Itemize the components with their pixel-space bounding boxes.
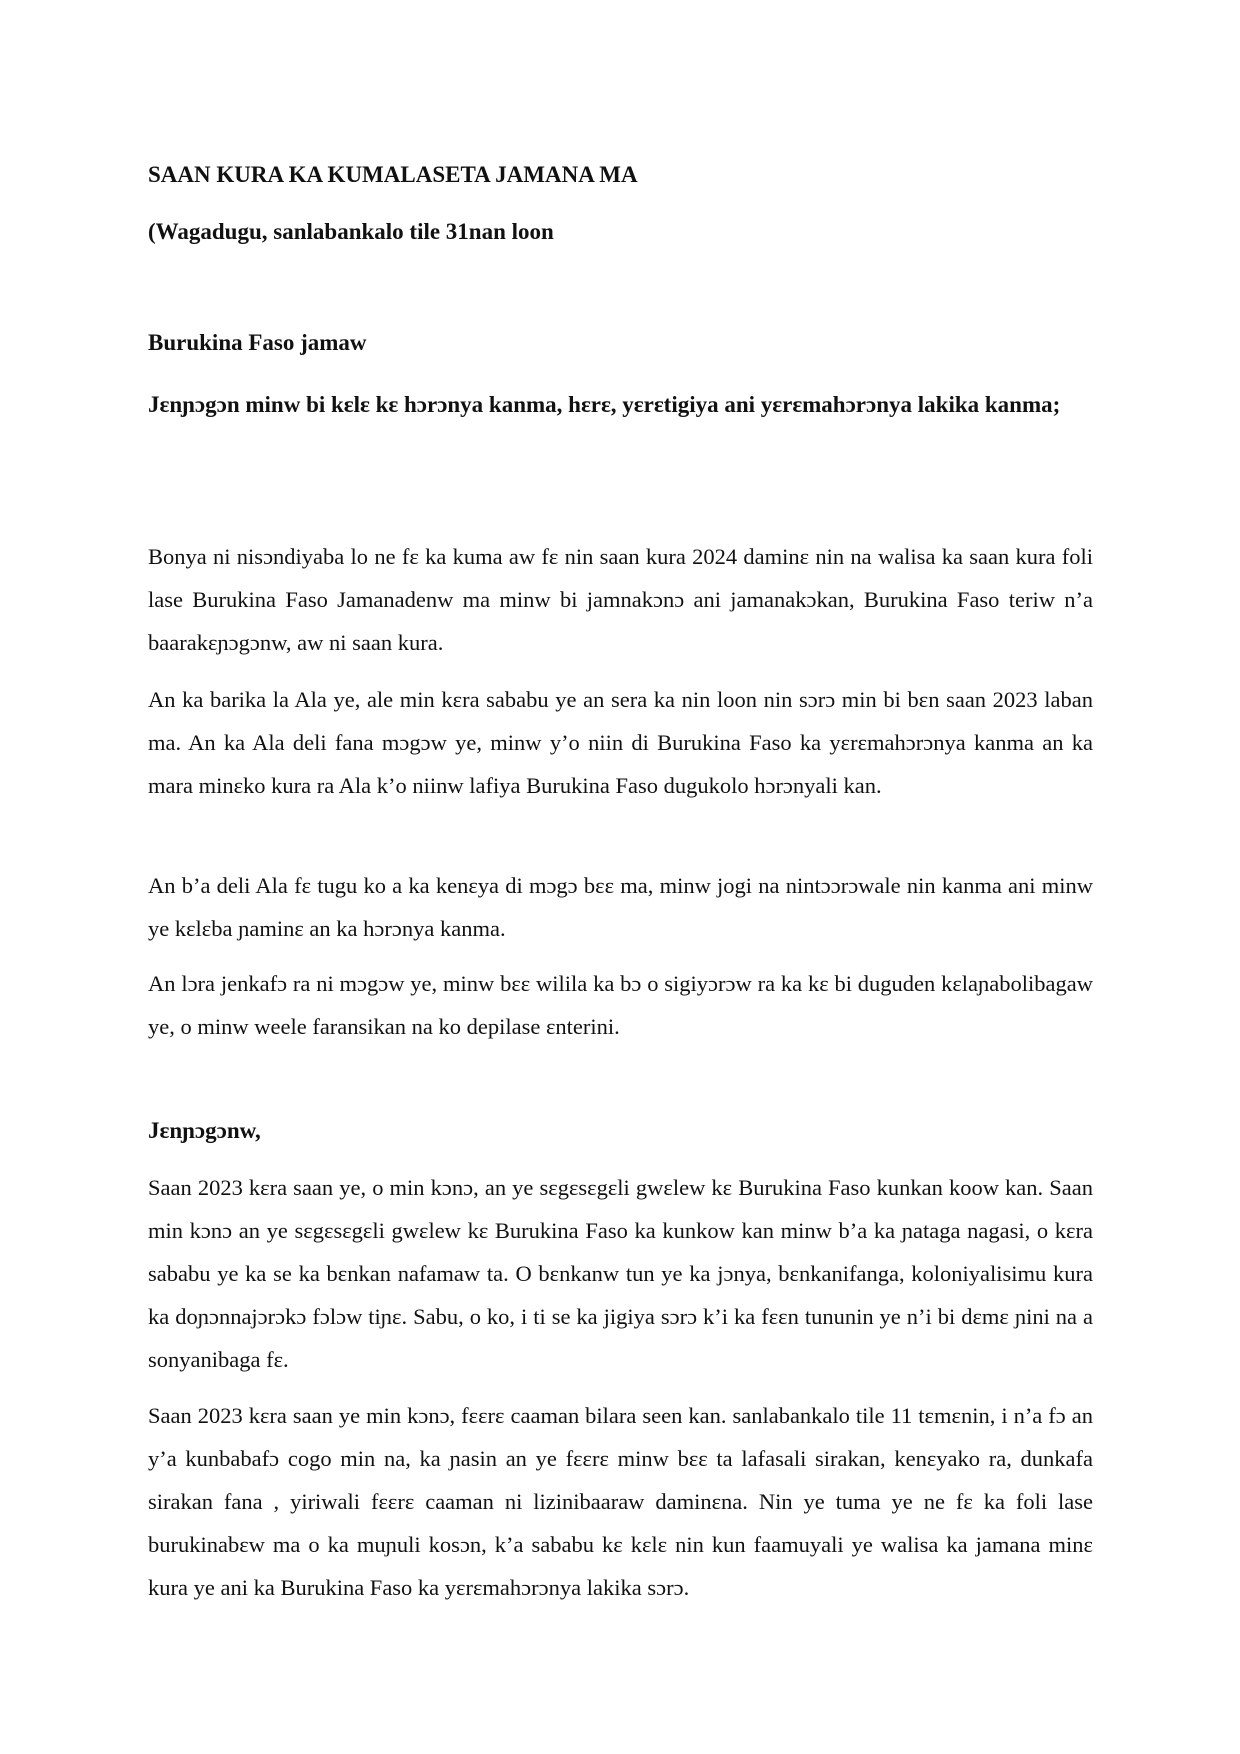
paragraph: Saan 2023 kɛra saan ye min kɔnɔ, fɛɛrɛ caaman bilara seen kan. sanlabankalo tile 11 tɛmɛnin, i n’a fɔ an y’a kunbabafɔ cogo min na, ka ɲasin an ye fɛɛrɛ minw bɛɛ ta lafasali sirakan, kenɛyako ra, dunkafa sirakan fana , yiriwali fɛɛrɛ caaman ni lizinibaaraw daminɛna. Nin ye tuma ye ne fɛ ka foli lase burukinabɛw ma o ka muɲuli kosɔn, k’a sababu kɛ kɛlɛ nin kun faamuyali ye walisa ka jamana minɛ kura ye ani ka Burukina Faso ka yɛrɛmahɔrɔnya lakika sɔrɔ. [148, 1403, 1093, 1600]
paragraph: An ka barika la Ala ye, ale min kɛra sababu ye an sera ka nin loon nin sɔrɔ min bi bɛn saan 2023 laban ma. An ka Ala deli fana mɔgɔw ye, minw y’o niin di Burukina Faso ka yɛrɛmahɔrɔnya kanma an ka mara minɛko kura ra Ala k’o niinw lafiya Burukina Faso dugukolo hɔrɔnyali kan. [148, 687, 1093, 798]
paragraph: Bonya ni nisɔndiyaba lo ne fɛ ka kuma aw fɛ nin saan kura 2024 daminɛ nin na walisa ka saan kura foli lase Burukina Faso Jamanadenw ma minw bi jamnakɔnɔ ani jamanakɔkan, Burukina Faso teriw n’a baarakɛɲɔgɔnw, aw ni saan kura. [148, 544, 1093, 655]
paragraph: An lɔra jenkafɔ ra ni mɔgɔw ye, minw bɛɛ wilila ka bɔ o sigiyɔrɔw ra ka kɛ bi duguden kɛlaɲabolibagaw ye, o minw weele faransikan na ko depilase ɛnterini. [148, 971, 1093, 1039]
paragraph: Saan 2023 kɛra saan ye, o min kɔnɔ, an ye sɛgɛsɛgɛli gwɛlew kɛ Burukina Faso kunkan koow kan. Saan min kɔnɔ an ye sɛgɛsɛgɛli gwɛlew kɛ Burukina Faso ka kunkow kan minw b’a ka ɲataga nagasi, o kɛra sababu ye ka se ka bɛnkan nafamaw ta. O bɛnkanw tun ye ka jɔnya, bɛnkanifanga, koloniyalisimu kura ka doɲɔnnajɔrɔkɔ fɔlɔw tiɲɛ. Sabu, o ko, i ti se ka jigiya sɔrɔ k’i ka fɛɛn tununin ye n’i bi dɛmɛ ɲini na a sonyanibaga fɛ. [148, 1175, 1093, 1372]
document-subtitle: (Wagadugu, sanlabankalo tile 31nan loon [148, 219, 554, 244]
paragraph: An b’a deli Ala fɛ tugu ko a ka kenɛya di mɔgɔ bɛɛ ma, minw jogi na nintɔɔrɔwale nin kanma ani minw ye kɛlɛba ɲaminɛ an ka hɔrɔnya kanma. [148, 873, 1093, 941]
salutation: Burukina Faso jamaw [148, 330, 367, 355]
section-heading: Jɛnɲɔgɔnw, [148, 1118, 261, 1143]
document-title: SAAN KURA KA KUMALASETA JAMANA MA [148, 162, 638, 187]
address-line: Jɛnɲɔgɔn minw bi kɛlɛ kɛ hɔrɔnya kanma, hɛrɛ, yɛrɛtigiya ani yɛrɛmahɔrɔnya lakika kanma; [148, 392, 1061, 417]
